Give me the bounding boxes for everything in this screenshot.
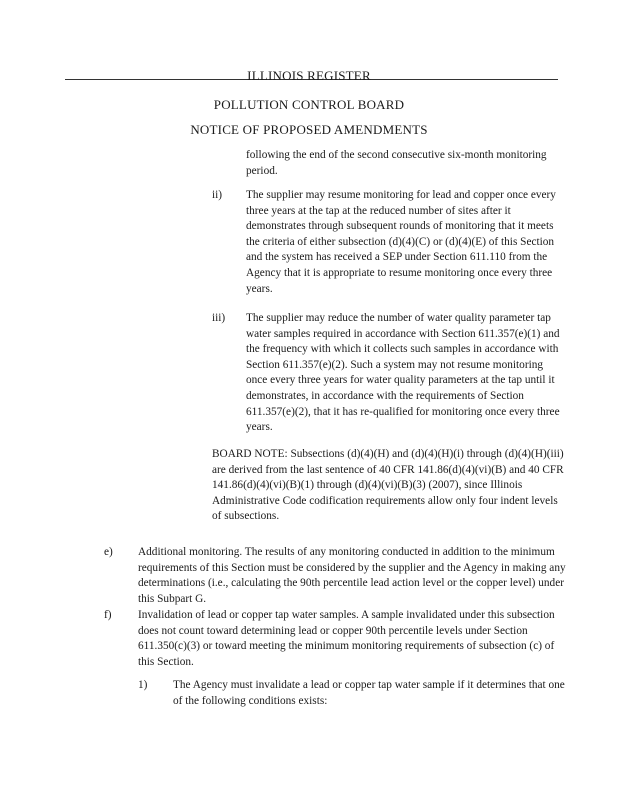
item-iii-label: iii) [212, 312, 226, 324]
item-1-text: The Agency must invalidate a lead or copper tap water sample if it determines that one of the following conditions exists: [173, 679, 565, 707]
item-f-text: Invalidation of lead or copper tap water samples. A sample invalidated under this subsection does not count toward determining lead or copper 90th percentile levels under Section 611.350(c)(3) or toward meeting the minimum monitoring requirements of subsection (c) of this Section. [138, 609, 555, 668]
board-title: POLLUTION CONTROL BOARD [213, 97, 405, 112]
item-e-text: Additional monitoring. The results of any monitoring conducted in addition to the minimum requirements of this Section must be considered by the supplier and the Agency in making any determinations (i.e., calculating the 90th percentile lead action level or the copper level) under this Subpart G. [138, 546, 566, 605]
item-iii-text: The supplier may reduce the number of water quality parameter tap water samples required in accordance with Section 611.357(e)(1) and the frequency with which it collects such samples in accordance with Section 611.357(e)(2). Such a system may not resume monitoring once every three years for water quality parameters at the tap until it demonstrates, in accordance with the requirements of Section 611.357(e)(2), that it has re-qualified for monitoring once every three years. [246, 312, 560, 434]
item-1-label: 1) [138, 679, 148, 691]
board-note: BOARD NOTE: Subsections (d)(4)(H) and (d)(4)(H)(i) through (d)(4)(H)(iii) are derived from the last sentence of 40 CFR 141.86(d)(4)(vi)(B) and 40 CFR 141.86(d)(4)(vi)(B)(1) through (d)(4)(vi)(B)(3) (2007), since Illinois Administrative Code codification requirements allow only four indent levels of subsections. [212, 448, 564, 523]
item-f-label: f) [104, 609, 112, 621]
item-ii-text: The supplier may resume monitoring for lead and copper once every three years at the tap at the reduced number of sites after it demonstrates through subsequent rounds of monitoring that it meets the criteria of either subsection (d)(4)(C) or (d)(4)(E) of this Section and the system has received a SEP under Section 611.110 from the Agency that it is appropriate to resume monitoring once every three years. [246, 189, 556, 295]
item-e-label: e) [104, 546, 113, 558]
register-title: ILLINOIS REGISTER [247, 68, 371, 83]
continuation-paragraph: following the end of the second consecutive six-month monitoring period. [246, 149, 547, 177]
item-ii-label: ii) [212, 189, 223, 201]
notice-title: NOTICE OF PROPOSED AMENDMENTS [190, 122, 428, 137]
